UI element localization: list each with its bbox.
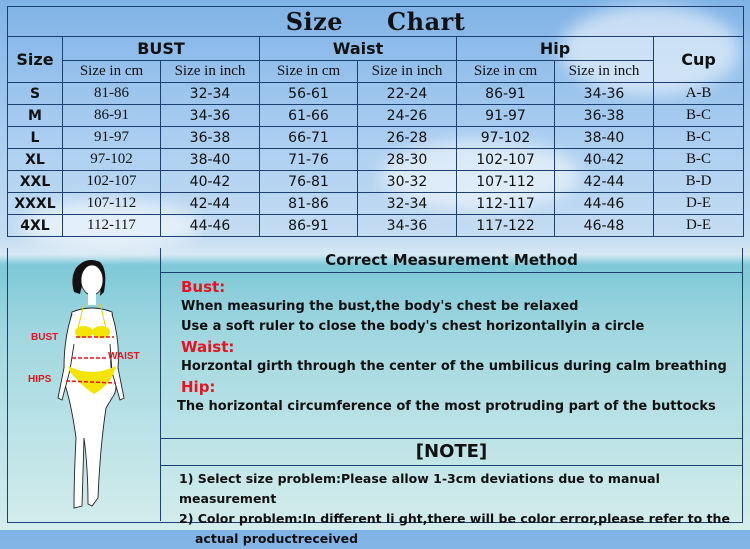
waist-group-header: Waist — [260, 37, 457, 61]
bust-cm-cell: 97-102 — [63, 149, 161, 171]
bust-inch-cell: 42-44 — [161, 193, 260, 215]
cup-cell: B-C — [654, 149, 744, 171]
table-row — [8, 83, 744, 105]
cup-cell: D-E — [654, 215, 744, 237]
size-table — [7, 6, 744, 237]
size-cell: XL — [8, 149, 63, 171]
size-cell: S — [8, 83, 63, 105]
hip-cm-cell: 97-102 — [457, 127, 555, 149]
bust-inch-header: Size in inch — [161, 61, 260, 83]
waist-cm-cell: 56-61 — [260, 83, 358, 105]
hip-inch-cell: 40-42 — [555, 149, 654, 171]
table-row — [8, 193, 744, 215]
measurement-section — [7, 248, 743, 546]
hip-line: The horizontal circumference of the most protruding part of the buttocks — [177, 399, 716, 414]
chart-title — [8, 7, 744, 37]
waist-cm-cell: 81-86 — [260, 193, 358, 215]
waist-inch-cell: 28-30 — [358, 149, 457, 171]
bust-group-header: BUST — [63, 37, 260, 61]
bust-cm-cell: 107-112 — [63, 193, 161, 215]
size-chart — [7, 6, 743, 237]
cup-cell: B-C — [654, 105, 744, 127]
waist-line: Horzontal girth through the center of the umbilicus during calm breathing — [181, 359, 727, 374]
method-title: Correct Measurement Method — [161, 248, 742, 273]
bust-cm-cell: 91-97 — [63, 127, 161, 149]
bust-label: BUST — [31, 332, 59, 343]
hip-inch-header: Size in inch — [555, 61, 654, 83]
waist-cm-cell: 66-71 — [260, 127, 358, 149]
bust-cm-cell: 112-117 — [63, 215, 161, 237]
waist-inch-cell: 30-32 — [358, 171, 457, 193]
note-item-1: 1) Select size problem:Please allow 1-3cm deviations due to manual measurement — [179, 471, 660, 506]
waist-cm-cell: 61-66 — [260, 105, 358, 127]
bust-cm-cell: 81-86 — [63, 83, 161, 105]
size-cell: XXXL — [8, 193, 63, 215]
table-row — [8, 149, 744, 171]
table-row — [8, 171, 744, 193]
bust-cm-cell: 86-91 — [63, 105, 161, 127]
cup-cell: B-C — [654, 127, 744, 149]
bust-line-1: When measuring the bust,the body's chest be relaxed — [181, 299, 579, 314]
hip-cm-cell: 91-97 — [457, 105, 555, 127]
hip-inch-cell: 36-38 — [555, 105, 654, 127]
bust-inch-cell: 38-40 — [161, 149, 260, 171]
hip-cm-header: Size in cm — [457, 61, 555, 83]
waist-cm-header: Size in cm — [260, 61, 358, 83]
waist-inch-cell: 34-36 — [358, 215, 457, 237]
table-row — [8, 105, 744, 127]
hip-inch-cell: 38-40 — [555, 127, 654, 149]
waist-inch-header: Size in inch — [358, 61, 457, 83]
hip-cm-cell: 86-91 — [457, 83, 555, 105]
note-item-2-continued: actual productreceived — [195, 531, 359, 546]
size-cell: L — [8, 127, 63, 149]
hip-group-header: Hip — [457, 37, 654, 61]
hip-inch-cell: 44-46 — [555, 193, 654, 215]
hip-inch-cell: 42-44 — [555, 171, 654, 193]
cup-cell: A-B — [654, 83, 744, 105]
cup-cell: D-E — [654, 193, 744, 215]
note-item-2: 2) Color problem:In different li ght,there will be color error,please refer to the — [179, 511, 730, 526]
waist-cm-cell: 86-91 — [260, 215, 358, 237]
size-column-header: Size — [8, 37, 63, 83]
body-figure — [8, 248, 161, 521]
title-word-chart: Chart — [387, 7, 466, 36]
note-title: [NOTE] — [161, 439, 742, 466]
size-cell: 4XL — [8, 215, 63, 237]
waist-heading: Waist: — [181, 338, 235, 356]
note-list — [161, 466, 742, 549]
hip-cm-cell: 112-117 — [457, 193, 555, 215]
hips-label: HIPS — [28, 374, 52, 385]
waist-cm-cell: 71-76 — [260, 149, 358, 171]
method-body — [161, 273, 742, 439]
hip-inch-cell: 34-36 — [555, 83, 654, 105]
bust-inch-cell: 32-34 — [161, 83, 260, 105]
size-cell: XXL — [8, 171, 63, 193]
title-word-size: Size — [285, 7, 344, 36]
hip-cm-cell: 107-112 — [457, 171, 555, 193]
bust-inch-cell: 44-46 — [161, 215, 260, 237]
hip-heading: Hip: — [181, 378, 216, 396]
bust-heading: Bust: — [181, 278, 226, 296]
hip-cm-cell: 102-107 — [457, 149, 555, 171]
bust-inch-cell: 34-36 — [161, 105, 260, 127]
method-panel — [161, 248, 742, 546]
waist-cm-cell: 76-81 — [260, 171, 358, 193]
waist-inch-cell: 32-34 — [358, 193, 457, 215]
waist-inch-cell: 22-24 — [358, 83, 457, 105]
bust-cm-header: Size in cm — [63, 61, 161, 83]
cup-cell: B-D — [654, 171, 744, 193]
cup-column-header: Cup — [654, 37, 744, 83]
bust-line-2: Use a soft ruler to close the body's chest horizontallyin a circle — [181, 319, 645, 334]
bust-inch-cell: 40-42 — [161, 171, 260, 193]
hip-inch-cell: 46-48 — [555, 215, 654, 237]
table-row — [8, 127, 744, 149]
waist-inch-cell: 24-26 — [358, 105, 457, 127]
table-row — [8, 215, 744, 237]
bust-cm-cell: 102-107 — [63, 171, 161, 193]
waist-inch-cell: 26-28 — [358, 127, 457, 149]
waist-label: WAIST — [108, 351, 140, 362]
size-cell: M — [8, 105, 63, 127]
hip-cm-cell: 117-122 — [457, 215, 555, 237]
bust-inch-cell: 36-38 — [161, 127, 260, 149]
